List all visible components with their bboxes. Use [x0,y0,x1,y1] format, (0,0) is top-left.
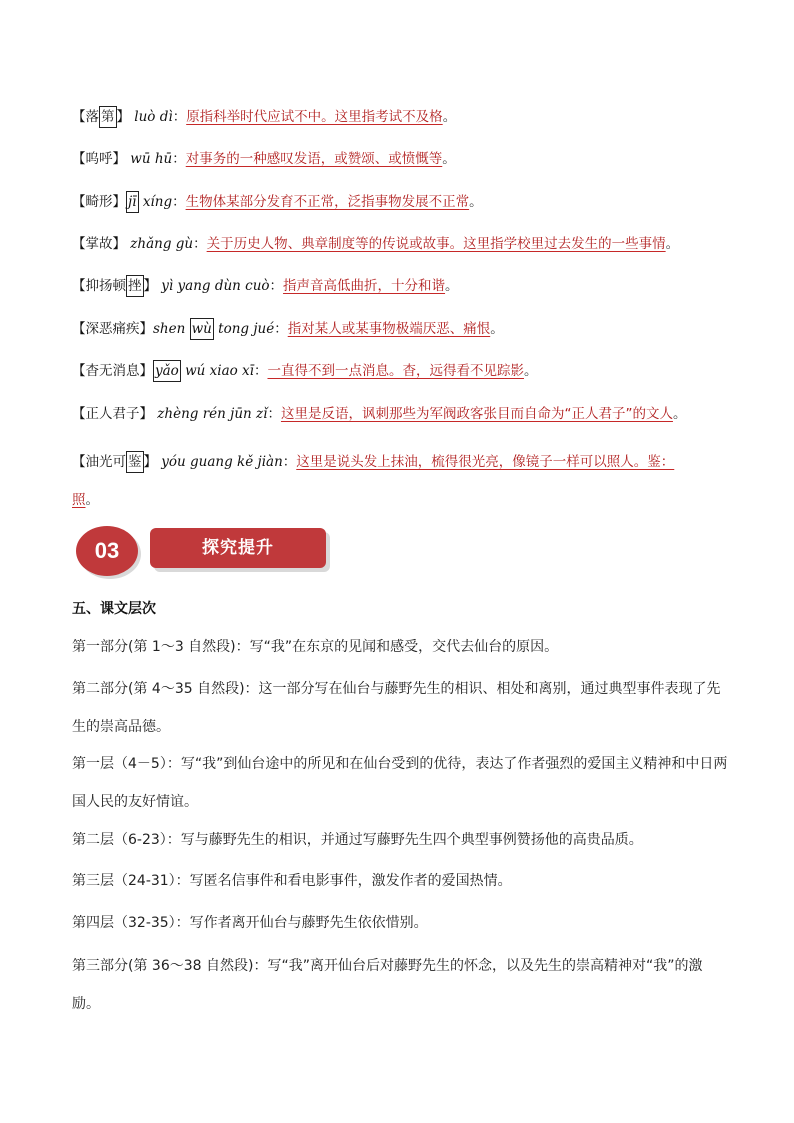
vocab-end: 。 [442,109,457,125]
vocab-term: 【抑扬顿 [72,278,126,294]
boxed-char: 挫 [126,275,144,297]
vocab-end: 。 [665,236,680,252]
paragraph-layer-four: 第四层（32-35）：写作者离开仙台与藤野先生依依惜别。 [72,915,428,931]
vocab-definition: 这里是反语，讽刺那些为军阀政客张目而自命为“正人君子”的文人 [280,406,673,422]
vocab-term: 【深恶痛疾】 [72,321,153,337]
vocab-end: 。 [442,151,456,167]
boxed-pinyin: yǎo [153,360,181,382]
vocab-pinyin: wū hū [130,151,173,167]
vocab-term: 【畸形】 [72,194,126,210]
vocab-end: 。 [469,194,483,210]
vocab-separator: ： [269,278,284,294]
section-heading: 五、课文层次 [72,601,156,617]
vocab-term: 【正人君子】 [72,406,153,422]
vocab-item-luodi [72,104,732,130]
vocab-item-jixing [72,189,732,215]
paragraph-layer-two: 第二层（6-23）：写与藤野先生的相识，并通过写藤野先生四个典型事例赞扬他的高贵品质。 [72,832,643,848]
vocab-definition: 对事务的一种感叹发语，或赞颂、或愤慨等 [185,151,443,167]
section-title: 探究提升 [202,538,274,558]
vocab-term: 【杳无消息】 [72,363,153,379]
vocab-term: 【落 [72,109,99,125]
paragraph-part-one: 第一部分(第 1～3 自然段)：写“我”在东京的见闻和感受，交代去仙台的原因。 [72,639,559,655]
vocab-pinyin: tong jué [218,321,275,337]
vocab-term-close: 】 [143,278,157,294]
vocab-pinyin: zhèng rén jūn zǐ [157,406,268,422]
paragraph-layer-one: 第一层（4－5）：写“我”到仙台途中的所见和在仙台受到的优待，表达了作者强烈的爱国主义精神和中日两国人民的友好情谊。 [72,756,728,810]
vocab-item-yiyangdunchuo [72,273,732,299]
vocab-definition: 原指科举时代应试不中。这里指考试不及格 [186,109,443,125]
section-number: 03 [94,538,120,563]
vocab-pinyin: yóu guang kě jiàn [161,454,283,470]
vocab-end: 。 [672,406,687,422]
paragraph-part-three: 第三部分(第 36～38 自然段)：写“我”离开仙台后对藤野先生的怀念，以及先生的崇高精神对“我”的激励。 [72,958,703,1012]
vocab-definition: 一直得不到一点消息。杳，远得看不见踪影 [267,363,524,379]
vocab-pinyin: zhǎng gù [130,236,194,252]
vocab-definition: 这里是说头发上抹油，梳得很光亮，像镜子一样可以照人。鉴： [296,454,675,470]
vocab-separator: ： [172,194,186,210]
vocab-item-zhanggu [72,231,732,257]
boxed-pinyin: wù [190,318,214,340]
vocab-term: 【油光可 [72,454,126,470]
vocab-term: 【呜呼】 [72,151,126,167]
vocab-pinyin: wú xiao xī [185,363,254,379]
vocab-definition: 指声音高低曲折，十分和谐 [283,278,446,294]
vocab-item-shenwutongjue [72,316,732,342]
vocab-separator: ： [172,109,187,125]
vocab-definition: 关于历史人物、典章制度等的传说或故事。这里指学校里过去发生的一些事情 [206,236,666,252]
vocab-pinyin: xíng [142,194,173,210]
vocab-pinyin-pre: shen [153,321,186,337]
vocab-definition: 生物体某部分发育不正常，泛指事物发展不正常 [185,194,470,210]
vocab-separator: ： [253,363,268,379]
vocab-end: 。 [85,492,99,508]
vocab-end: 。 [445,278,459,294]
vocab-pinyin: luò dì [134,109,173,125]
vocab-separator: ： [193,236,207,252]
vocab-item-zhengrenjunzi [72,401,732,427]
paragraph-layer-three: 第三层（24-31）：写匿名信事件和看电影事件，激发作者的爱国热情。 [72,873,512,889]
paragraph-part-two: 第二部分(第 4～35 自然段)：这一部分写在仙台与藤野先生的相识、相处和离别，通过典型事件表现了先生的崇高品德。 [72,681,721,735]
vocab-separator: ： [274,321,288,337]
vocab-separator: ： [282,454,297,470]
vocab-item-youguangkejian [72,443,732,519]
vocab-term-close: 】 [116,109,130,125]
vocab-item-wuhu [72,146,732,172]
vocab-item-yaowuxiaoxi [72,358,732,384]
vocab-term-close: 】 [143,454,157,470]
vocab-term: 【掌故】 [72,236,126,252]
section-banner [76,524,332,578]
boxed-char: 第 [99,106,117,128]
vocab-separator: ： [267,406,281,422]
vocab-end: 。 [523,363,538,379]
vocab-definition: 指对某人或某事物极端厌恶、痛恨 [287,321,491,337]
boxed-pinyin: jī [126,191,139,213]
vocab-end: 。 [490,321,504,337]
vocab-definition-continuation: 照 [72,492,86,508]
boxed-char: 鉴 [126,451,144,473]
vocab-separator: ： [172,151,186,167]
vocab-pinyin: yì yang dùn cuò [161,278,270,294]
